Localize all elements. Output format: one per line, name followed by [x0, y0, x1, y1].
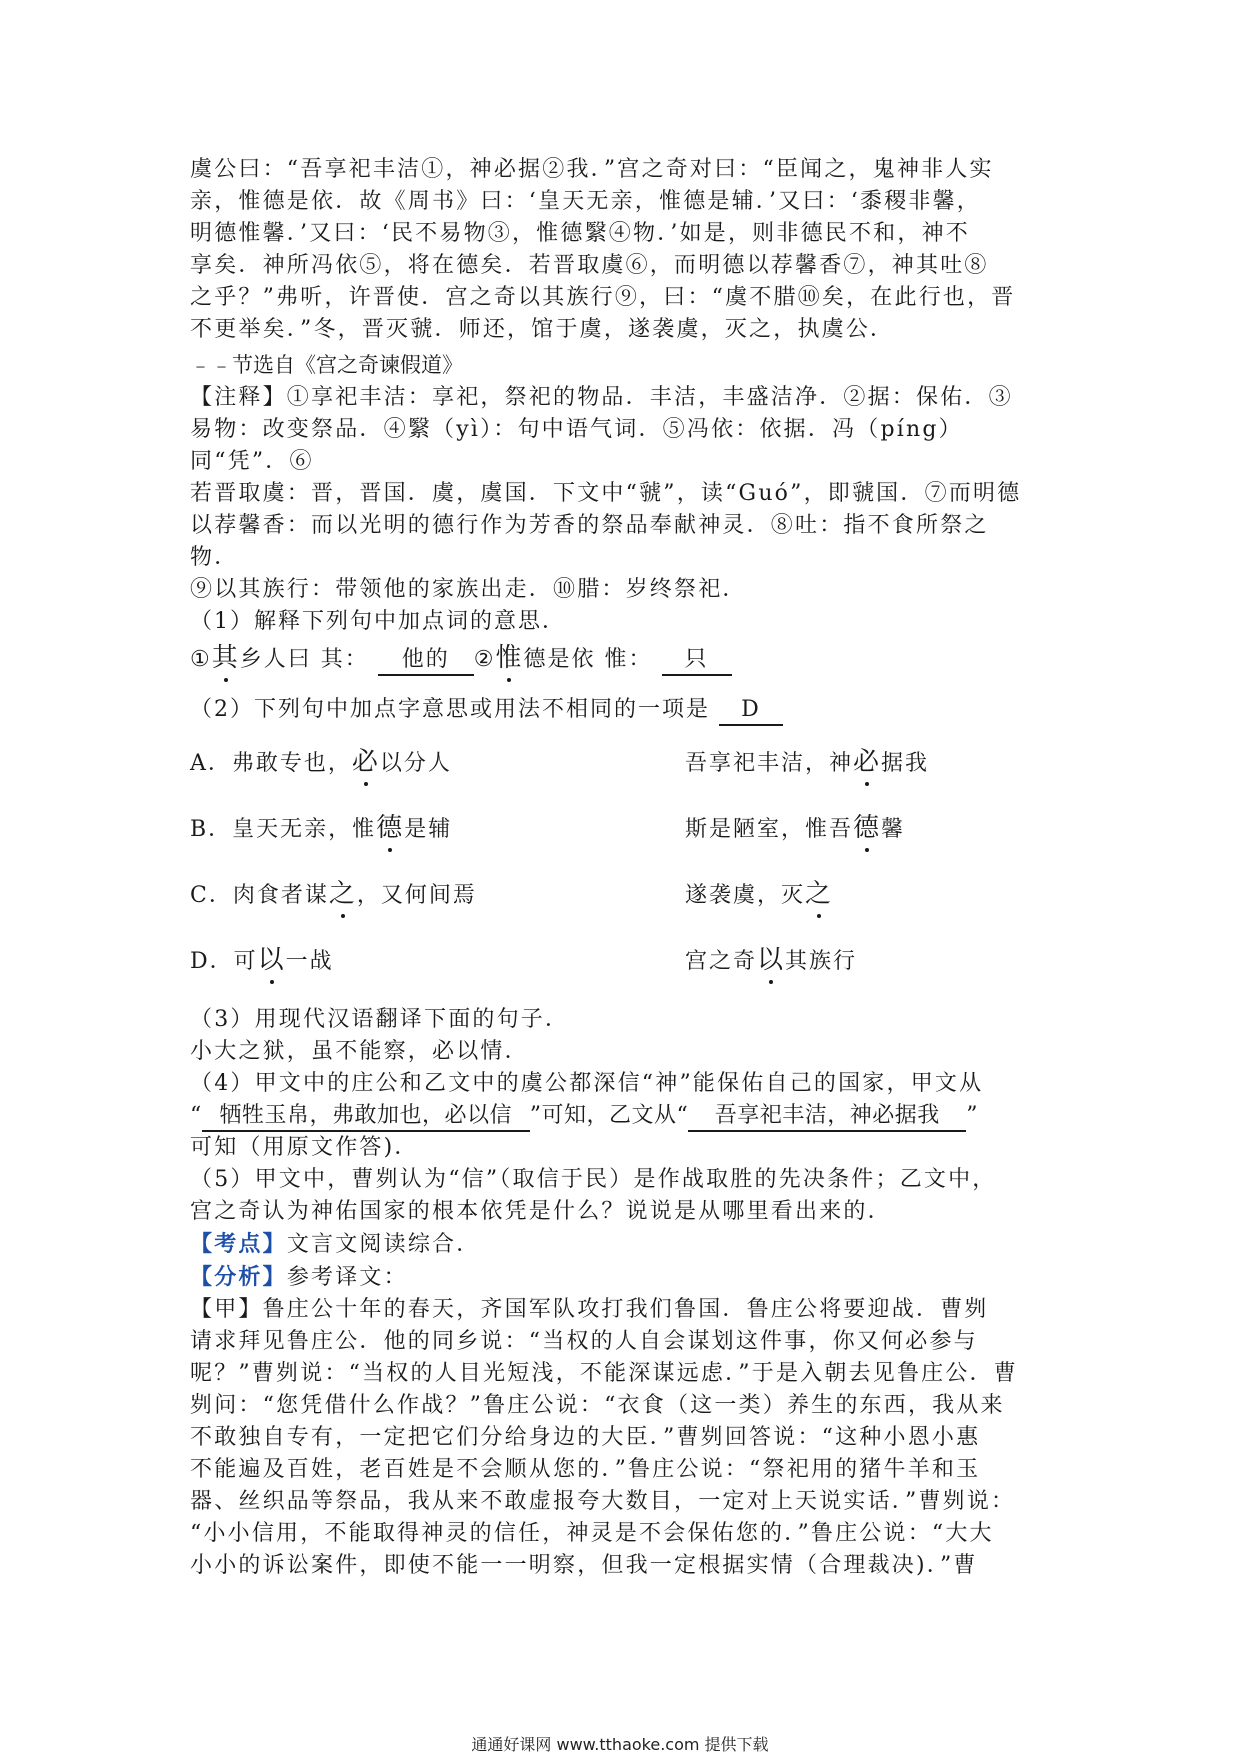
q1-prompt: （1）解释下列句中加点词的意思．	[190, 609, 566, 634]
q2-option-b	[190, 792, 1060, 858]
translation-line: 小小的诉讼案件，即使不能一一明察，但我一定根据实情（合理裁决)．”曹	[190, 1553, 978, 1578]
translation-line: 不敢独自专有，一定把它们分给身边的大臣．”曹刿回答说：“这种小恩小惠	[190, 1425, 981, 1450]
option-text: C．肉食者谋	[190, 882, 329, 908]
q1-item1-num: ①	[190, 647, 212, 672]
quote-mark: “	[190, 1103, 202, 1128]
option-text: 是辅	[404, 816, 453, 842]
dotted-char: 之	[329, 873, 357, 910]
q1-item1-text: 乡人曰 其：	[239, 647, 369, 672]
document-page	[190, 154, 1060, 1582]
option-text: ，又何间焉	[356, 882, 477, 908]
q2-prompt-line	[190, 694, 1060, 726]
q2-prompt: （2）下列句中加点字意思或用法不相同的一项是	[190, 697, 710, 722]
option-text: 斯是陋室，惟吾	[685, 816, 854, 842]
option-text: D．可	[190, 948, 258, 974]
passage-line: 明德惟馨．’又曰：‘民不易物③，惟德繄④物．’如是，则非德民不和，神不	[190, 221, 970, 246]
q2-answer: D	[719, 696, 783, 726]
q4-block	[190, 1068, 1060, 1164]
q1-item2-num: ②	[473, 647, 496, 672]
analysis-block	[190, 1228, 1060, 1582]
note-line: 【注释】①享祀丰洁：享祀，祭祀的物品．丰洁，丰盛洁净．②据：保佑．③	[190, 385, 1013, 410]
fenxi-line	[190, 1261, 1060, 1294]
q4-answer1: 牺牲玉帛，弗敢加也，必以信	[202, 1102, 530, 1132]
note-line: 以荐馨香：而以光明的德行作为芳香的祭品奉献神灵．⑧吐：指不食所祭之	[190, 513, 989, 538]
translation-line: 刿问：“您凭借什么作战？”鲁庄公说：“衣食（这一类）养生的东西，我从来	[190, 1393, 1005, 1418]
passage-text	[190, 154, 1060, 346]
option-text: 据我	[881, 750, 930, 776]
option-text: A．弗敢专也，	[190, 750, 352, 776]
q4-answer2: 吾享祀丰洁，神必据我	[688, 1102, 966, 1132]
option-text: B．皇天无亲，惟	[190, 816, 377, 842]
dotted-char: 以	[258, 939, 286, 976]
note-line: 物．	[190, 545, 239, 570]
q4-line3: 可知（用原文作答)．	[190, 1135, 419, 1160]
translation-line: “小小信用，不能取得神灵的信任，神灵是不会保佑您的．”鲁庄公说：“大大	[190, 1521, 994, 1546]
translation-line: 器、丝织品等祭品，我从来不敢虚报夸大数目，一定对上天说实话．”曹刿说：	[190, 1489, 1016, 1514]
q1-items	[190, 642, 1060, 676]
q2-option-c	[190, 858, 1060, 924]
note-line: ⑨以其族行：带领他的家族出走．⑩腊：岁终祭祀．	[190, 577, 747, 602]
fenxi-text: 参考译文：	[286, 1265, 408, 1290]
dotted-char: 惟	[495, 643, 524, 673]
q1-answer1: 他的	[378, 646, 474, 676]
option-text: 遂袭虞，灭	[685, 882, 806, 908]
kaodian-tag: 【考点】	[190, 1231, 287, 1257]
q3-prompt: （3）用现代汉语翻译下面的句子．	[190, 1007, 570, 1032]
dotted-char: 必	[853, 741, 881, 778]
notes-text	[190, 382, 1060, 606]
kaodian-line	[190, 1228, 1060, 1261]
q1-item2-text: 德是依 惟：	[523, 647, 653, 672]
option-text: 宫之奇	[685, 948, 758, 974]
passage-line: 不更举矣．”冬，晋灭虢．师还，馆于虞，遂袭虞，灭之，执虞公．	[190, 317, 895, 342]
dotted-char: 以	[757, 939, 785, 976]
translation-line: 【甲】鲁庄公十年的春天，齐国军队攻打我们鲁国．鲁庄公将要迎战．曹刿	[190, 1297, 989, 1322]
fenxi-tag: 【分析】	[190, 1264, 287, 1290]
dotted-char: 必	[352, 741, 380, 778]
q2-option-d	[190, 924, 1060, 990]
note-line: 易物：改变祭品．④繄（yì）：句中语气词．⑤冯依：依据．冯（píng）同“凭”．⑥	[190, 417, 963, 474]
option-text: 吾享祀丰洁，神	[685, 750, 854, 776]
option-text: 其族行	[785, 948, 858, 974]
dotted-char: 之	[805, 873, 833, 910]
q4-line1: （4）甲文中的庄公和乙文中的虞公都深信“神”能保佑自己的国家，甲文从	[190, 1071, 984, 1096]
option-text: 一战	[285, 948, 334, 974]
q2-options	[190, 726, 1060, 990]
passage-line: 之乎？”弗听，许晋使．宫之奇以其族行⑨，曰：“虞不腊⑩矣，在此行也，晋	[190, 285, 1016, 310]
quote-mark: ”	[966, 1103, 978, 1128]
kaodian-text: 文言文阅读综合．	[286, 1232, 481, 1257]
passage-line: 亲，惟德是依．故《周书》曰：‘皇天无亲，惟德是辅．’又曰：‘黍稷非馨，	[190, 189, 981, 214]
q4-mid-text: ”可知，乙文从“	[529, 1103, 689, 1128]
dotted-char: 德	[853, 807, 881, 844]
translation-line: 不能遍及百姓，老百姓是不会顺从您的．”鲁庄公说：“祭祀用的猪牛羊和玉	[190, 1457, 981, 1482]
option-text: 以分人	[379, 750, 452, 776]
q3-block	[190, 1004, 1060, 1068]
q5-block	[190, 1164, 1060, 1228]
q2-option-a	[190, 726, 1060, 792]
passage-line: 虞公曰：“吾享祀丰洁①，神必据②我．”宫之奇对曰：“臣闻之，鬼神非人实	[190, 157, 994, 182]
translation-line: 呢？”曹刿说：“当权的人目光短浅，不能深谋远虑．”于是入朝去见鲁庄公．曹	[190, 1361, 1018, 1386]
passage-source: ﹣﹣节选自《宫之奇谏假道》	[190, 353, 463, 377]
q3-sentence: 小大之狱，虽不能察，必以情．	[190, 1039, 529, 1064]
page-footer: 通通好课网 www.tthaoke.com 提供下载	[471, 1735, 769, 1754]
option-text: 馨	[881, 816, 906, 842]
note-line: 若晋取虞：晋，晋国．虞，虞国．下文中“虢”，读“Guó”，即虢国．⑦而明德	[190, 481, 1022, 506]
q4-line2	[190, 1100, 1060, 1132]
dotted-char: 其	[211, 643, 240, 673]
translation-line: 请求拜见鲁庄公．他的同乡说：“当权的人自会谋划这件事，你又何必参与	[190, 1329, 978, 1354]
q1-answer2: 只	[662, 646, 732, 676]
dotted-char: 德	[376, 807, 404, 844]
q5-line1: （5）甲文中，曹刿认为“信”（取信于民）是作战取胜的先决条件；乙文中，	[190, 1167, 997, 1192]
passage-line: 享矣．神所冯依⑤，将在德矣．若晋取虞⑥，而明德以荐馨香⑦，神其吐⑧	[190, 253, 989, 278]
q5-line2: 宫之奇认为神佑国家的根本依凭是什么？说说是从哪里看出来的．	[190, 1199, 892, 1224]
